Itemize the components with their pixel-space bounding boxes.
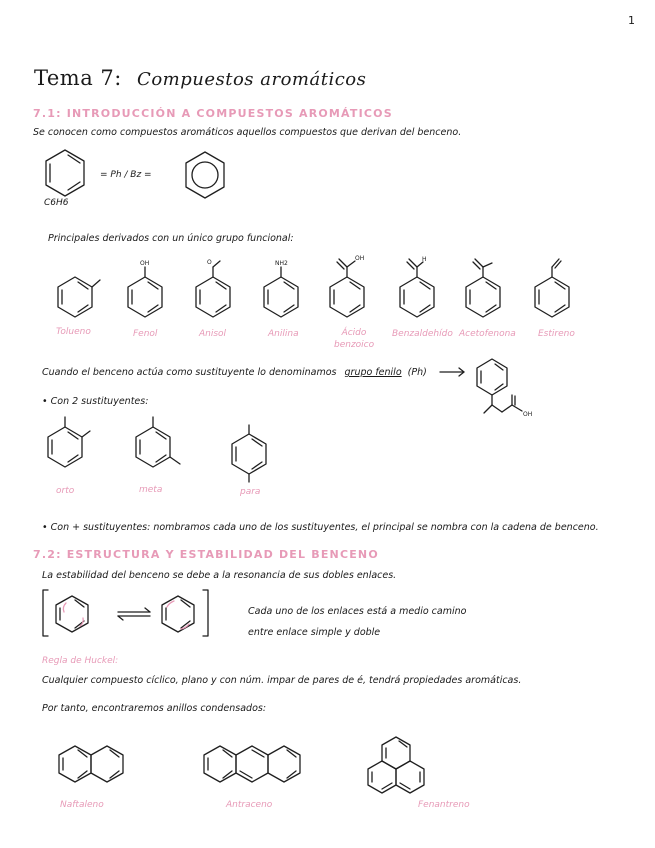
benzaldehyde-group: H [422, 256, 427, 263]
toluene-label: Tolueno [56, 327, 91, 337]
benzene-formula: C6H6 [44, 198, 69, 208]
styrene-label: Estireno [538, 329, 575, 339]
resonance-diagram [40, 588, 220, 640]
benzaldehyde-label: Benzaldehído [392, 329, 453, 339]
fused-intro: Por tanto, encontraremos anillos condensados: [42, 703, 267, 714]
anisole-structure [188, 255, 238, 325]
phenol-group: OH [140, 260, 150, 267]
ortho-structure [40, 413, 100, 473]
aniline-structure [256, 255, 306, 325]
benzoic-acid-group: OH [355, 255, 365, 262]
ortho-label: orto [56, 486, 75, 496]
aniline-label: Anilina [268, 329, 299, 339]
section-heading-7-1: 7.1: INTRODUCCIÓN A COMPUESTOS AROMÁTICOS [33, 107, 393, 120]
resonance-line-1: Cada uno de los enlaces está a medio camino [248, 606, 467, 617]
phenyl-example-group: OH [523, 411, 533, 418]
phenyl-example-structure [470, 355, 545, 430]
anisole-group: O [207, 259, 212, 266]
anisole-label: Anisol [199, 329, 227, 339]
title-main: Tema 7: [34, 66, 122, 90]
phenol-label: Fenol [133, 329, 158, 339]
anthracene-structure [200, 740, 320, 790]
acetophenone-label: Acetofenona [459, 329, 516, 339]
phenyl-text [42, 367, 427, 378]
page-number: 1 [628, 14, 635, 27]
meta-structure [128, 413, 190, 475]
stability-text: La estabilidad del benceno se debe a la resonancia de sus dobles enlaces. [42, 570, 397, 581]
phenyl-abbr: (Ph) [407, 367, 427, 378]
phenyl-term: grupo fenilo [344, 367, 402, 378]
intro-text: Se conocen como compuestos aromáticos aquellos compuestos que derivan del benceno. [33, 127, 462, 138]
meta-label: meta [139, 485, 163, 495]
naphthalene-label: Naftaleno [60, 800, 104, 810]
aniline-group: NH2 [275, 260, 288, 267]
para-label: para [240, 487, 261, 497]
phenol-structure [120, 255, 170, 325]
page-title [34, 66, 366, 90]
huckel-title: Regla de Huckel: [42, 656, 119, 666]
huckel-text: Cualquier compuesto cíclico, plano y con núm. impar de pares de é, tendrá propiedades aromáticas. [42, 675, 522, 686]
benzene-circle-structure [180, 150, 230, 200]
phenyl-sentence: Cuando el benceno actúa como sustituyente lo denominamos [42, 367, 337, 378]
more-substituents-text: • Con + sustituyentes: nombramos cada uno de los sustituyentes, el principal se nombra con la cadena de benceno. [42, 522, 599, 533]
benzaldehyde-structure [392, 250, 442, 325]
para-structure [224, 424, 276, 484]
phenanthrene-structure [360, 734, 440, 804]
derivatives-intro: Principales derivados con un único grupo funcional: [48, 233, 294, 244]
anthracene-label: Antraceno [226, 800, 273, 810]
styrene-structure [527, 250, 577, 325]
arrow-icon [438, 366, 468, 378]
toluene-structure [50, 255, 100, 325]
phenanthrene-label: Fenantreno [418, 800, 470, 810]
benzoic-acid-structure [322, 250, 372, 325]
two-substituents-text: • Con 2 sustituyentes: [42, 396, 149, 407]
title-subtitle: Compuestos aromáticos [137, 69, 367, 90]
benzene-equivalence: = Ph / Bz = [100, 170, 152, 180]
acetophenone-structure [458, 250, 508, 325]
naphthalene-structure [55, 740, 145, 790]
resonance-line-2: entre enlace simple y doble [248, 627, 381, 638]
section-heading-7-2: 7.2: ESTRUCTURA Y ESTABILIDAD DEL BENCENO [33, 548, 379, 561]
benzene-kekule-structure [40, 148, 90, 202]
benzoic-acid-label: Ácido benzoico [334, 328, 375, 350]
